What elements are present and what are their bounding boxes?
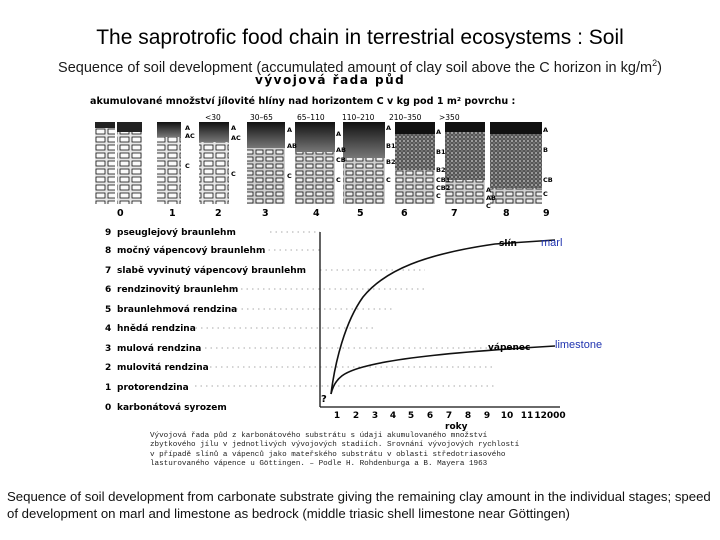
horizon-label: C bbox=[231, 170, 236, 178]
soil-profiles bbox=[95, 122, 542, 204]
amount-range: 210–350 bbox=[389, 113, 422, 122]
x-tick-label: 9 bbox=[483, 411, 491, 421]
horizon-label: C bbox=[287, 172, 292, 180]
stage-name: mulová rendzina bbox=[117, 344, 202, 354]
horizon-label: A bbox=[336, 130, 342, 138]
profile-number: 9 bbox=[543, 208, 550, 219]
horizon-label: CB2 bbox=[436, 184, 451, 192]
horizon-label: CB bbox=[543, 176, 553, 184]
stage-number: 4 bbox=[105, 324, 112, 334]
stage-number: 2 bbox=[105, 363, 112, 373]
amount-range: <30 bbox=[205, 113, 221, 122]
stage-name: mulovitá rendzina bbox=[117, 363, 209, 373]
horizon-label: A bbox=[231, 124, 237, 132]
stage-name: močný vápencový braunlehm bbox=[117, 246, 266, 256]
profile-number: 2 bbox=[215, 208, 222, 219]
amount-range: >350 bbox=[439, 113, 460, 122]
x-tick-label: 1 bbox=[333, 411, 341, 421]
stage-name: braunlehmová rendzina bbox=[117, 305, 238, 315]
soil-profile bbox=[117, 122, 142, 204]
stage-number: 5 bbox=[105, 305, 112, 315]
question-mark: ? bbox=[321, 394, 327, 405]
limestone-label: limestone bbox=[555, 339, 603, 351]
figure-top-title: vývojová řada půd bbox=[255, 73, 406, 87]
profile-number: 1 bbox=[169, 208, 176, 219]
note-line: Vývojová řada půd z karbonátového substrátu s údaji akumulovaného množství zbytkového jílu v jednotlivých vývojových stadiích. bbox=[150, 432, 488, 450]
x-tick-labels bbox=[334, 411, 566, 421]
marl-label-cz: slín bbox=[499, 239, 517, 249]
stage-name: hnědá rendzina bbox=[117, 324, 196, 334]
soil-development-figure bbox=[90, 72, 603, 492]
horizon-label: AC bbox=[231, 134, 241, 142]
profile-numbers bbox=[117, 208, 550, 219]
stage-number: 3 bbox=[105, 344, 112, 354]
limestone-curve bbox=[331, 346, 555, 394]
horizon-label: A bbox=[436, 128, 442, 136]
amount-ranges bbox=[205, 113, 460, 122]
stage-name: slabě vyvinutý vápencový braunlehm bbox=[117, 266, 307, 276]
figure-header: akumulované množství jílovité hlíny nad horizontem C v kg pod 1 m² povrchu : bbox=[90, 96, 516, 107]
profile-number: 7 bbox=[451, 208, 458, 219]
x-axis-label: roky bbox=[445, 422, 468, 432]
horizon-label: A bbox=[185, 124, 191, 132]
horizon-label: AB bbox=[486, 194, 496, 202]
stage-name: rendzinovitý braunlehm bbox=[117, 285, 239, 295]
x-tick-label: 4 bbox=[389, 411, 397, 421]
amount-range: 110–210 bbox=[342, 113, 375, 122]
profile-number: 3 bbox=[262, 208, 269, 219]
horizon-label: B1 bbox=[386, 142, 396, 150]
note-line: Srovnání vývojových rychlostí v případě slínů a vápenců jako mateřského substrátu v oblasti středotriasového lasturovaného vápence u Göttingen. – Podle H. Rohdenburga a B. Mayera 1963 bbox=[150, 441, 520, 469]
soil-profile bbox=[95, 122, 115, 204]
horizon-label: B bbox=[543, 146, 548, 154]
figure-note bbox=[150, 432, 520, 490]
horizon-label: A bbox=[287, 126, 293, 134]
subtitle-superscript: 2 bbox=[652, 58, 658, 68]
stage-name: karbonátová syrozem bbox=[117, 403, 227, 413]
profile-number: 8 bbox=[503, 208, 510, 219]
profile-number: 6 bbox=[401, 208, 408, 219]
page-title: The saprotrofic food chain in terrestrial ecosystems : Soil bbox=[96, 26, 624, 49]
x-tick-label: 11 bbox=[520, 411, 534, 421]
horizon-label: C bbox=[386, 176, 391, 184]
horizon-label: CB1 bbox=[436, 176, 451, 184]
subtitle-text: Sequence of soil development (accumulated amount of clay soil above the C horizon in kg/m bbox=[58, 59, 653, 76]
figure-caption: Sequence of soil development from carbonate substrate giving the remaining clay amount in the individual stages; speed of development on marl and limestone as bedrock (middle triasic shell limestone near Göttingen) bbox=[7, 489, 711, 521]
x-tick-label: 2 bbox=[352, 411, 360, 421]
horizon-label: CB bbox=[336, 156, 346, 164]
marl-curve bbox=[331, 240, 555, 394]
profile-number: 4 bbox=[313, 208, 320, 219]
horizon-label: A bbox=[543, 126, 549, 134]
horizon-label: C bbox=[436, 192, 441, 200]
x-tick-label: 7 bbox=[445, 411, 453, 421]
horizon-label: AB bbox=[287, 142, 297, 150]
subtitle-close: ) bbox=[657, 59, 662, 76]
stage-number: 7 bbox=[105, 266, 112, 276]
x-tick-label: 5 bbox=[407, 411, 415, 421]
x-tick-label: 10 bbox=[500, 411, 514, 421]
stage-number: 9 bbox=[105, 228, 112, 238]
x-tick-label: 8 bbox=[464, 411, 472, 421]
stage-number: 8 bbox=[105, 246, 112, 256]
horizon-label: C bbox=[336, 176, 341, 184]
stage-number: 1 bbox=[105, 383, 112, 393]
horizon-label: C bbox=[486, 202, 491, 210]
horizon-label: C bbox=[185, 162, 190, 170]
x-tick-label: 12000 bbox=[534, 411, 566, 421]
marl-label: marl bbox=[541, 237, 563, 249]
horizon-label: A bbox=[486, 186, 492, 194]
stage-number: 6 bbox=[105, 285, 112, 295]
stage-list bbox=[105, 228, 306, 413]
horizon-label: AB bbox=[336, 146, 346, 154]
x-tick-label: 3 bbox=[371, 411, 379, 421]
horizon-label: C bbox=[543, 190, 548, 198]
limestone-label-cz: vápenec bbox=[488, 343, 531, 353]
profile-number: 0 bbox=[117, 208, 124, 219]
stage-name: protorendzina bbox=[117, 383, 189, 393]
stage-number: 0 bbox=[105, 403, 112, 413]
x-tick-label: 6 bbox=[426, 411, 434, 421]
horizon-label: B1 bbox=[436, 148, 446, 156]
horizon-label: B2 bbox=[386, 158, 396, 166]
horizon-label: AC bbox=[185, 132, 195, 140]
amount-range: 30–65 bbox=[250, 113, 273, 122]
amount-range: 65–110 bbox=[297, 113, 325, 122]
stage-name: pseuglejový braunlehm bbox=[117, 228, 236, 238]
profile-number: 5 bbox=[357, 208, 364, 219]
horizon-label: A bbox=[386, 124, 392, 132]
horizon-label: B2 bbox=[436, 166, 446, 174]
